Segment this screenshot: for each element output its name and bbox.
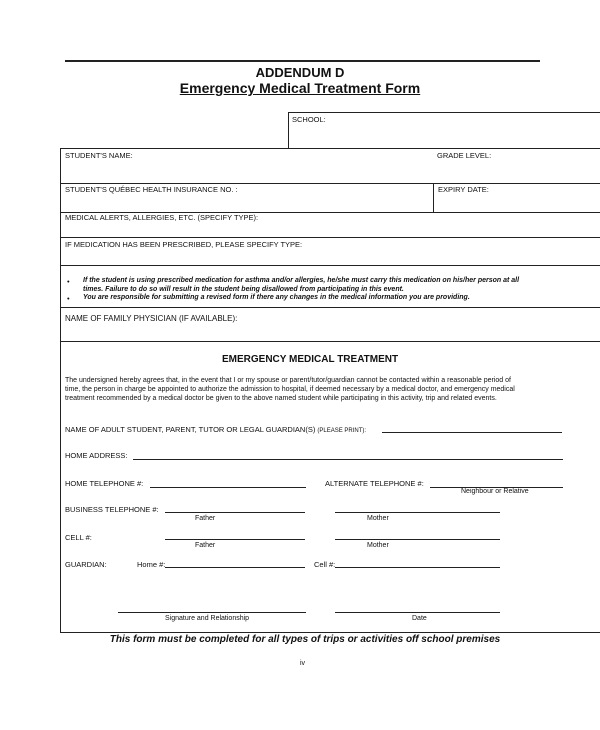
student-name-field[interactable]: STUDENT'S NAME: (65, 151, 133, 160)
school-field[interactable]: SCHOOL: (292, 115, 326, 124)
father-caption: Father (195, 542, 216, 549)
footer-note: This form must be completed for all types of trips or activities off school premises (109, 634, 501, 645)
home-telephone-label: HOME TELEPHONE #: (65, 479, 144, 488)
home-address-input[interactable] (133, 459, 563, 460)
signature-input[interactable] (118, 612, 306, 613)
medical-alerts-field[interactable]: MEDICAL ALERTS, ALLERGIES, ETC. (SPECIFY TYPE): (65, 213, 259, 222)
mother-caption: Mother (367, 542, 389, 549)
alternate-telephone-label: ALTERNATE TELEPHONE #: (325, 479, 424, 488)
home-address-label: HOME ADDRESS: (65, 451, 128, 460)
section-heading: EMERGENCY MEDICAL TREATMENT (222, 354, 399, 365)
guardian-cell-input[interactable] (335, 567, 500, 568)
father-caption: Father (195, 515, 216, 522)
guardian-name-label: NAME OF ADULT STUDENT, PARENT, TUTOR OR LEGAL GUARDIAN(S) (PLEASE PRINT): (65, 425, 367, 434)
business-mother-input[interactable] (335, 512, 500, 513)
addendum-label: ADDENDUM D (255, 65, 345, 80)
home-telephone-input[interactable] (150, 487, 306, 488)
page-number: iv (299, 660, 306, 667)
agreement-line-2: time, the person in charge be appointed to authorize the admission to hospital, if deemed necessary by a medical doctor, and emergency medical (65, 386, 515, 393)
guardian-name-input[interactable] (382, 432, 562, 433)
grade-level-field[interactable]: GRADE LEVEL: (437, 151, 492, 160)
mother-caption: Mother (367, 515, 389, 522)
neighbour-caption: Neighbour or Relative (461, 488, 529, 495)
agreement-line-3: treatment recommended by a medical doctor be given to the above named student while participating in this activity, trip and related events. (65, 395, 497, 402)
page-title: Emergency Medical Treatment Form (179, 80, 421, 96)
insurance-field[interactable]: STUDENT'S QUÉBEC HEALTH INSURANCE NO. : (65, 185, 238, 194)
agreement-line-1: The undersigned hereby agrees that, in the event that I or my spouse or parent/tutor/guardian cannot be contacted within a reasonable period of (65, 377, 511, 384)
guardian-home-input[interactable] (165, 567, 305, 568)
guardian-home-label: Home #: (137, 560, 166, 569)
signature-caption: Signature and Relationship (165, 615, 250, 622)
note-2: You are responsible for submitting a revised form if there any changes in the medical information you are providing. (83, 294, 470, 301)
date-input[interactable] (335, 612, 500, 613)
bullet: • (67, 294, 70, 303)
note-1a: If the student is using prescribed medication for asthma and/or allergies, he/she must carry this medication on his/her person at all (83, 277, 520, 284)
cell-mother-input[interactable] (335, 539, 500, 540)
guardian-label: GUARDIAN: (65, 560, 107, 569)
cell-father-input[interactable] (165, 539, 305, 540)
note-1b: times. Failure to do so will result in the student being disallowed from participating in this event. (83, 286, 404, 293)
business-father-input[interactable] (165, 512, 305, 513)
physician-field[interactable]: NAME OF FAMILY PHYSICIAN (IF AVAILABLE): (65, 314, 238, 323)
date-caption: Date (412, 615, 427, 622)
guardian-cell-label: Cell #: (314, 560, 336, 569)
cell-label: CELL #: (65, 533, 92, 542)
bullet: • (67, 277, 70, 286)
expiry-date-field[interactable]: EXPIRY DATE: (438, 185, 489, 194)
business-telephone-label: BUSINESS TELEPHONE #: (65, 505, 159, 514)
medication-field[interactable]: IF MEDICATION HAS BEEN PRESCRIBED, PLEASE SPECIFY TYPE: (65, 240, 303, 249)
top-rule (65, 60, 540, 62)
